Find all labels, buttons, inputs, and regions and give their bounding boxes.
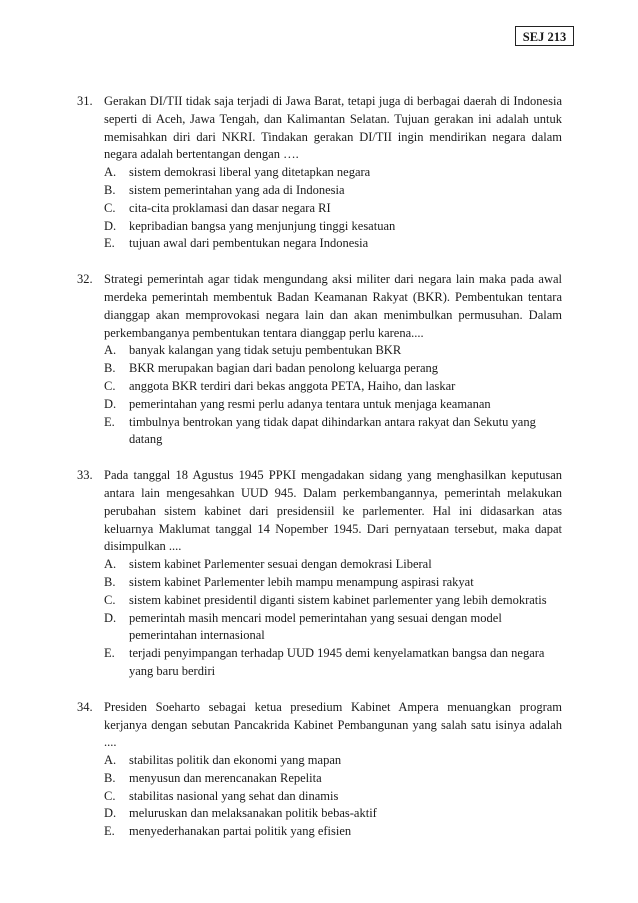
option-text: sistem demokrasi liberal yang ditetapkan negara — [129, 165, 371, 180]
option-letter: D. — [104, 806, 117, 821]
option-letter: A. — [104, 753, 117, 768]
option-d — [104, 610, 562, 646]
option-letter: C. — [104, 592, 116, 607]
subject-code-badge: SEJ 213 — [515, 26, 574, 46]
option-a — [104, 752, 562, 770]
option-a — [104, 556, 562, 574]
option-letter: E. — [104, 414, 115, 429]
option-letter: D. — [104, 610, 117, 625]
option-letter: A. — [104, 165, 117, 180]
option-letter: C. — [104, 200, 116, 215]
question-number: 31. — [77, 94, 93, 108]
option-text: anggota BKR terdiri dari bekas anggota PETA, Haiho, dan laskar — [129, 378, 456, 393]
option-text: pemerintah masih mencari model pemerintahan yang sesuai dengan model pemerintahan internasional — [129, 610, 502, 643]
option-b — [104, 182, 562, 200]
option-list — [104, 342, 562, 449]
option-d — [104, 218, 562, 236]
option-a — [104, 164, 562, 182]
option-text: banyak kalangan yang tidak setuju pembentukan BKR — [129, 343, 402, 358]
question-number: 32. — [77, 272, 93, 287]
option-text: menyusun dan merencanakan Repelita — [129, 770, 322, 785]
option-text: sistem kabinet Parlementer lebih mampu menampung aspirasi rakyat — [129, 574, 474, 589]
option-letter: B. — [104, 361, 116, 376]
option-text: cita-cita proklamasi dan dasar negara RI — [129, 200, 331, 215]
option-b — [104, 770, 562, 788]
option-letter: E. — [104, 824, 115, 839]
option-c — [104, 200, 562, 218]
option-letter: B. — [104, 770, 116, 785]
question-text: Strategi pemerintah agar tidak mengundang aksi militer dari negara lain maka pada awal merdeka pemerintah membentuk Badan Keamanan Rakyat (BKR). Pembentukan tentara dianggap akan memprovokasi negara lain dan akan menimbulkan permusuhan. Dalam perkembanganya pembentukan tentara dianggap perlu karena.... — [104, 272, 562, 340]
option-letter: D. — [104, 218, 117, 233]
option-letter: C. — [104, 788, 116, 803]
option-letter: E. — [104, 646, 115, 661]
option-letter: C. — [104, 378, 116, 393]
option-letter: A. — [104, 343, 117, 358]
option-d — [104, 805, 562, 823]
option-text: menyederhanakan partai politik yang efisien — [129, 824, 352, 839]
option-text: tujuan awal dari pembentukan negara Indonesia — [129, 236, 369, 251]
question-32 — [77, 271, 562, 449]
question-number: 33. — [77, 468, 93, 483]
option-text: stabilitas politik dan ekonomi yang mapan — [129, 753, 342, 768]
option-text: meluruskan dan melaksanakan politik bebas-aktif — [129, 806, 377, 821]
option-text: timbulnya bentrokan yang tidak dapat dihindarkan antara rakyat dan Sekutu yang datang — [129, 414, 536, 447]
option-text: sistem kabinet presidentil diganti sistem kabinet parlementer yang lebih demokratis — [129, 592, 547, 607]
question-text: Gerakan DI/TII tidak saja terjadi di Jawa Barat, tetapi juga di berbagai daerah di Indonesia seperti di Aceh, Jawa Tengah, dan Kalimantan Selatan. Tujuan gerakan ini adalah untuk memisahkan diri dari NKRI. Tindakan gerakan DI/TII ingin mendirikan negara dalam negara adalah bertentangan dengan …. — [104, 94, 562, 162]
option-e — [104, 645, 562, 681]
question-number: 34. — [77, 699, 93, 714]
option-e — [104, 235, 562, 253]
option-letter: A. — [104, 557, 117, 572]
option-letter: E. — [104, 236, 115, 251]
option-text: BKR merupakan bagian dari badan penolong keluarga perang — [129, 361, 439, 376]
option-list — [104, 556, 562, 681]
option-text: pemerintahan yang resmi perlu adanya tentara untuk menjaga keamanan — [129, 396, 491, 411]
option-text: stabilitas nasional yang sehat dan dinamis — [129, 788, 339, 803]
option-list — [104, 752, 562, 841]
option-letter: B. — [104, 574, 116, 589]
option-e — [104, 823, 562, 841]
question-31 — [77, 93, 562, 253]
question-text: Pada tanggal 18 Agustus 1945 PPKI mengadakan sidang yang menghasilkan keputusan antara lain mengesahkan UUD 945. Dalam perkembangannya, pemerintah melakukan perubahan sistem kabinet dari presidensiil ke parlementer. Hal ini didasarkan atas keluarnya Maklumat tanggal 14 Nopember 1945. Dari pernyataan tersebut, maka dapat disimpulkan .... — [104, 468, 562, 554]
question-list — [77, 93, 562, 859]
option-text: terjadi penyimpangan terhadap UUD 1945 demi kenyelamatkan bangsa dan negara yang baru berdiri — [129, 646, 545, 678]
option-text: sistem kabinet Parlementer sesuai dengan demokrasi Liberal — [129, 557, 432, 572]
option-d — [104, 396, 562, 414]
option-text: sistem pemerintahan yang ada di Indonesia — [129, 182, 345, 197]
option-letter: D. — [104, 396, 117, 411]
option-c — [104, 592, 562, 610]
option-list — [104, 164, 562, 253]
option-letter: B. — [104, 182, 116, 197]
option-b — [104, 574, 562, 592]
option-c — [104, 788, 562, 806]
option-b — [104, 360, 562, 378]
option-e — [104, 414, 562, 450]
option-a — [104, 342, 562, 360]
question-text: Presiden Soeharto sebagai ketua presedium Kabinet Ampera menuangkan program kerjanya dengan sebutan Pancakrida Kabinet Pembangunan yang salah satu isinya adalah .... — [104, 699, 562, 750]
question-34 — [77, 699, 562, 841]
option-text: kepribadian bangsa yang menjunjung tinggi kesatuan — [129, 218, 396, 233]
option-c — [104, 378, 562, 396]
question-33 — [77, 467, 562, 681]
